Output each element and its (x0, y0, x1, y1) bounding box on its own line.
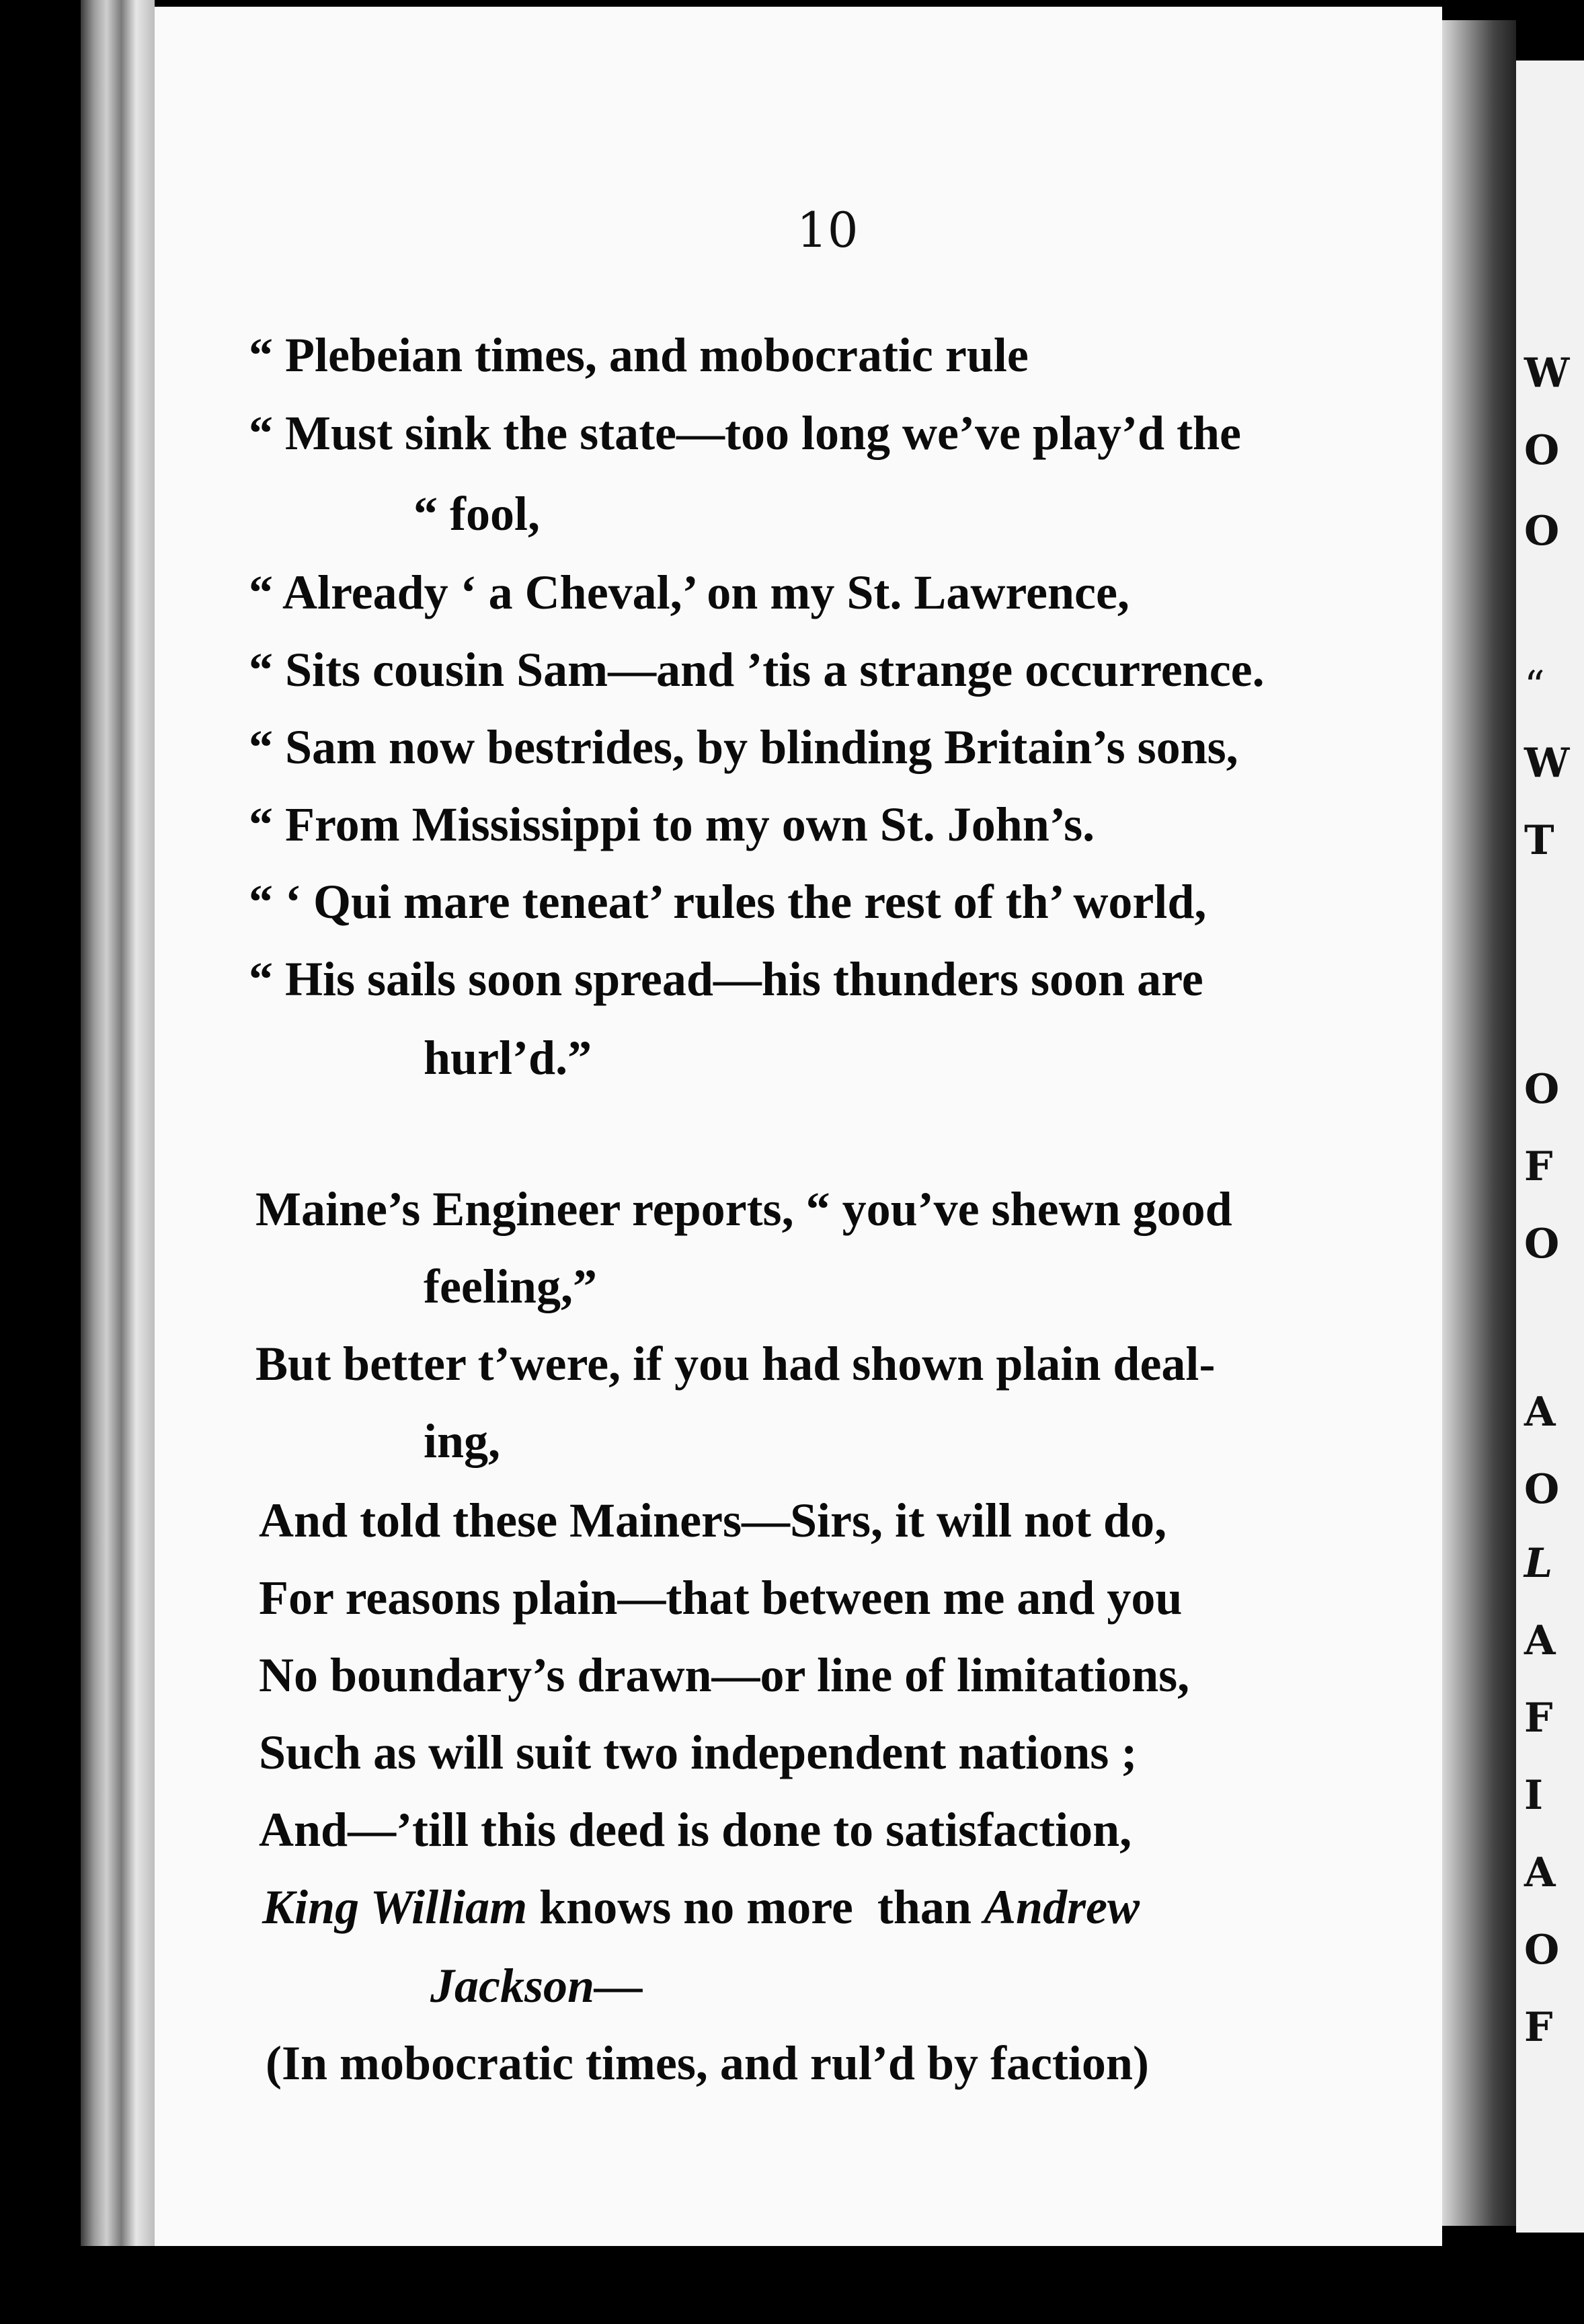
poem-line: “ Must sink the state—too long we’ve play’d the (249, 406, 1241, 460)
poem-line: feeling,” (424, 1260, 597, 1313)
facing-letter: O (1524, 1466, 1560, 1513)
poem-line: “ His sails soon spread—his thunders soon are (249, 952, 1203, 1006)
poem-line: “ Plebeian times, and mobocratic rule (249, 328, 1029, 382)
facing-letter: F (1524, 1143, 1553, 1190)
poem-line: “ fool, (413, 487, 540, 541)
poem-line: ing, (424, 1414, 501, 1468)
poem-line: “ From Mississippi to my own St. John’s. (249, 798, 1095, 851)
facing-letter: F (1524, 2004, 1553, 2051)
facing-letter: O (1524, 1066, 1560, 1113)
poem-line: Such as will suit two independent nations ; (259, 1726, 1138, 1779)
facing-letter: O (1524, 1927, 1560, 1974)
poem-line: And told these Mainers—Sirs, it will not do, (259, 1494, 1167, 1547)
facing-letter: F (1524, 1695, 1553, 1742)
facing-letter: W (1524, 350, 1570, 397)
poem-line: hurl’d.” (424, 1031, 592, 1085)
facing-letter: L (1524, 1540, 1553, 1587)
poem-line (262, 1880, 1140, 1934)
facing-letter: A (1524, 1849, 1556, 1896)
facing-letter: W (1524, 740, 1570, 787)
poem-line: “ Sam now bestrides, by blinding Britain’s sons, (249, 720, 1238, 774)
poem-line: “ Sits cousin Sam—and ’tis a strange occurrence. (249, 643, 1265, 697)
poem-line: (In mobocratic times, and rul’d by faction) (266, 2036, 1149, 2090)
facing-letter: I (1524, 1772, 1544, 1819)
poem-line: Maine’s Engineer reports, “ you’ve shewn good (255, 1182, 1232, 1236)
name-king-william: King William (262, 1880, 528, 1934)
poem-line: For reasons plain—that between me and you (259, 1571, 1183, 1625)
facing-letter: T (1524, 817, 1554, 864)
poem-line: And—’till this deed is done to satisfaction, (259, 1803, 1132, 1857)
facing-letter: O (1524, 427, 1560, 474)
facing-letter: A (1524, 1617, 1556, 1664)
name-jackson: Jackson— (430, 1959, 643, 2013)
facing-letter: O (1524, 508, 1560, 555)
poem-line-middle: knows no more than (527, 1880, 984, 1934)
page-number: 10 (797, 202, 859, 258)
poem-line: But better t’were, if you had shown plain deal- (255, 1337, 1216, 1391)
poem-line: “ Already ‘ a Cheval,’ on my St. Lawrence, (249, 566, 1130, 619)
poem-line: No boundary’s drawn—or line of limitations, (259, 1648, 1190, 1702)
facing-letter: O (1524, 1221, 1560, 1268)
poem-line: “ ‘ Qui mare teneat’ rules the rest of th’ world, (249, 875, 1207, 929)
facing-letter: “ (1524, 662, 1545, 709)
facing-letter: A (1524, 1389, 1556, 1436)
name-andrew: Andrew (983, 1880, 1140, 1934)
